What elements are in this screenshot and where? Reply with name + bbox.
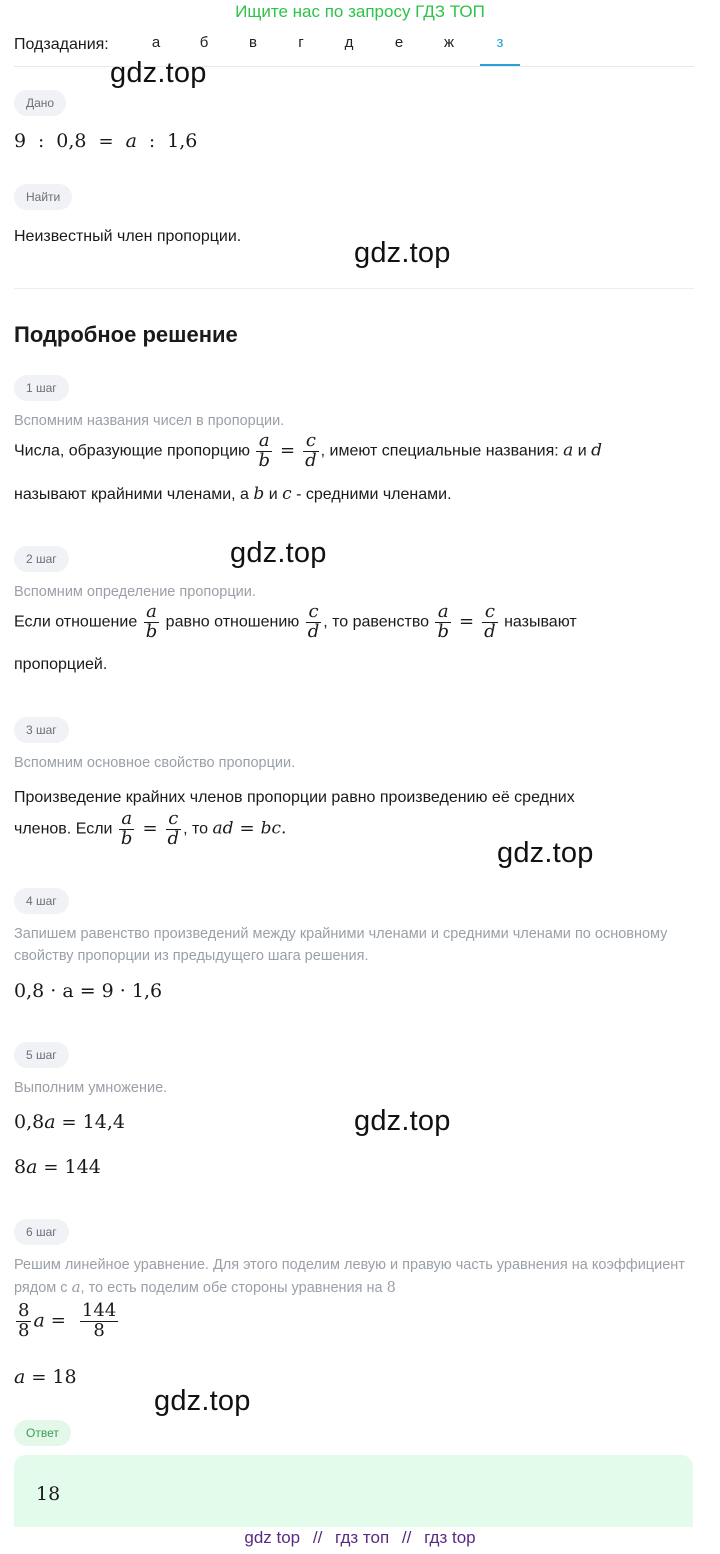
answer-pill: Ответ [14,1420,71,1446]
tab-zh[interactable]: ж [443,34,455,51]
given-pill: Дано [14,90,66,116]
step-1-line-1: Числа, образующие пропорцию $\frac{a}{b}$ = $\frac{c}{d}$ , имеют специальные названия: a и d [14,430,603,471]
step-hint: Вспомним основное свойство пропорции. [14,755,296,771]
fraction-num: 8 [18,1300,30,1321]
step-hint: Вспомним определение пропорции. [14,584,256,600]
step-6-formula-2: a = 18 [14,1366,77,1388]
step-pill: 2 шаг [14,546,69,572]
step-text: Числа, образующие пропорцию [14,442,251,460]
given-value-a: 9 [14,130,27,152]
find-pill: Найти [14,184,72,210]
watermark: gdz.top [497,837,594,869]
watermark: gdz.top [154,1385,251,1417]
tab-g[interactable]: г [298,34,304,51]
formula-term: 0,8 [14,1111,45,1133]
step-hint: Выполним умножение. [14,1080,168,1096]
solution-title: Подробное решение [14,322,238,347]
fraction-a-b: $\frac{a}{b}$ [437,601,450,642]
step-text: , то [183,820,209,838]
step-text: называют [504,613,577,631]
step-text: , имеют специальные названия: [320,442,559,460]
step-hint: Вспомним названия чисел в пропорции. [14,413,285,429]
fraction-den: 8 [18,1319,30,1341]
step-2-line-2: пропорцией. [14,656,108,673]
watermark: gdz.top [354,1105,451,1137]
step-1-line-2: называют крайними членами, а b и c - средними членами. [14,484,452,504]
step-text: - средними членами. [296,486,452,503]
watermark: gdz.top [354,237,451,269]
step-pill: 5 шаг [14,1042,69,1068]
tab-a[interactable]: а [151,34,161,51]
formula-term: 144 [64,1156,101,1178]
fraction-a-b: $\frac{a}{b}$ [145,601,158,642]
step-5-formula-2: 8a = 144 [14,1156,101,1178]
fraction-c-d: $\frac{c}{d}$ [307,601,320,642]
footer-link[interactable]: gdz top [244,1528,301,1547]
step-pill: 4 шаг [14,888,69,914]
step-text: членов. Если [14,820,113,838]
hint-text: Решим линейное уравнение. Для этого поделим левую и правую часть уравнения на коэффициент рядом с [14,1257,685,1296]
tab-z[interactable]: з [480,34,520,66]
formula-term: 8 [14,1156,27,1178]
find-text: Неизвестный член пропорции. [14,228,242,245]
footer-separator: // [312,1528,323,1547]
fraction-den: 8 [93,1319,105,1341]
step-3-line-1: Произведение крайних членов пропорции равно произведению её средних [14,789,575,806]
tab-b[interactable]: б [199,34,209,51]
step-text: и [577,442,587,460]
fraction-a-b: $\frac{a}{b}$ [258,430,271,471]
tab-v[interactable]: в [249,34,257,51]
step-hint: Решим линейное уравнение. Для этого поделим левую и правую часть уравнения на коэффициент рядом с a, то есть поделим обе стороны уравнения на 8 [14,1257,685,1296]
given-value-x: a [125,130,137,152]
step-5-formula-1: 0,8a = 14,4 [14,1111,125,1133]
subtask-label: Подзадания: [14,36,109,53]
footer-link[interactable]: гдз топ [335,1528,390,1547]
step-text: называют крайними членами, а [14,486,249,503]
step-text: и [268,486,278,503]
given-value-b: 0,8 [56,130,87,152]
search-banner: Ищите нас по запросу ГДЗ ТОП [235,2,485,21]
footer-links [0,1528,720,1548]
step-4-formula: 0,8 · a = 9 · 1,6 [14,980,163,1002]
watermark: gdz.top [110,57,207,89]
fraction-a-b: $\frac{a}{b}$ [120,808,133,849]
footer-separator: // [401,1528,412,1547]
answer-box [14,1455,693,1527]
fraction-c-d: $\frac{c}{d}$ [167,808,180,849]
given-value-d: 1,6 [167,130,198,152]
answer-value: 18 [36,1483,61,1505]
tab-e[interactable]: е [394,34,404,51]
formula-result: 18 [52,1366,77,1388]
step-hint: Запишем равенство произведений между крайними членами и средними членами по основному свойству пропорции из предыдущего шага решения. [14,926,668,964]
tab-d[interactable]: д [344,34,354,51]
watermark: gdz.top [230,537,327,569]
fraction-c-d: $\frac{c}{d}$ [305,430,317,471]
step-text: , то равенство [323,613,430,631]
formula-term: 14,4 [82,1111,125,1133]
fraction-144-8 [80,1302,118,1341]
fraction-num: 144 [81,1300,117,1321]
step-2-line-1: Если отношение $\frac{a}{b}$ равно отношению $\frac{c}{d}$ , то равенство $\frac{a}{b}$ = $\frac{c}{d}$ называют [14,601,577,642]
footer-link[interactable]: гдз top [424,1528,476,1547]
step-6-formula-1: $\frac{8}{8}$ a = $\frac{144}{8}$ [18,1300,117,1341]
step-pill: 6 шаг [14,1219,69,1245]
section-divider [14,288,694,289]
step-pill: 3 шаг [14,717,69,743]
fraction-c-d: $\frac{c}{d}$ [484,601,496,642]
step-3-line-2: членов. Если $\frac{a}{b}$ = $\frac{c}{d}$ , то ad = bc. [14,808,287,849]
step-pill: 1 шаг [14,375,69,401]
step-text: равно отношению [165,613,300,631]
step-text: Если отношение [14,613,138,631]
hint-number: 8 [386,1280,396,1296]
hint-text: , то есть поделим обе стороны уравнения на [80,1280,383,1296]
fraction-8-8 [16,1302,31,1341]
given-formula: 9 : 0,8 = a : 1,6 [14,130,198,152]
